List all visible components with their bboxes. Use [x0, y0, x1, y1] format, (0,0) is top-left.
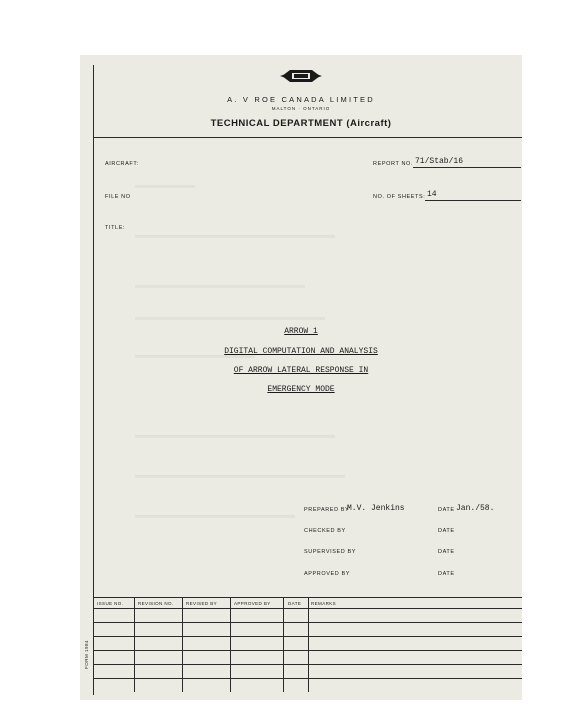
date-label: DATE [438, 507, 455, 513]
bleed-mark [135, 435, 335, 438]
bleed-mark [135, 235, 335, 238]
table-column-rule [134, 597, 135, 692]
file-no-label: FILE NO [105, 194, 131, 200]
company-name: A. V ROE CANADA LIMITED [227, 95, 375, 104]
aircraft-label: AIRCRAFT: [105, 161, 139, 167]
department-title: TECHNICAL DEPARTMENT (Aircraft) [210, 118, 392, 129]
bleed-mark [135, 475, 345, 478]
document-sheet [80, 55, 522, 700]
header-divider [93, 137, 522, 138]
title-label: TITLE: [105, 225, 126, 231]
sheets-value: 14 [427, 190, 437, 199]
bleed-mark [135, 185, 195, 188]
bleed-mark [135, 317, 325, 320]
date-value: Jan./58. [456, 504, 495, 513]
supervised-date-label: DATE [438, 549, 455, 555]
table-header-revised-by: REVISED BY [186, 601, 218, 606]
supervised-by-label: SUPERVISED BY [304, 549, 357, 555]
report-no-value: 71/Stab/16 [415, 157, 464, 166]
report-no-label: REPORT NO. [373, 161, 414, 167]
sheets-label: NO. OF SHEETS: [373, 194, 426, 200]
table-header-remarks: REMARKS [311, 601, 337, 606]
form-number: FORM 1984 [84, 639, 90, 670]
checked-by-label: CHECKED BY [304, 528, 346, 534]
report-title-line1: ARROW 1 [284, 327, 318, 336]
table-header-issue: ISSUE NO. [97, 601, 124, 606]
table-column-rule [230, 597, 231, 692]
report-title-line3: OF ARROW LATERAL RESPONSE IN [233, 366, 369, 375]
table-column-rule [283, 597, 284, 692]
report-no-underline [413, 167, 521, 168]
table-header-revision: REVISION NO. [138, 601, 174, 606]
report-title-line2: DIGITAL COMPUTATION AND ANALYSIS [224, 347, 378, 356]
table-header-approved-by: APPROVED BY [234, 601, 271, 606]
sheets-underline [425, 200, 521, 201]
avro-logo [280, 67, 322, 85]
report-title-line4: EMERGENCY MODE [267, 385, 335, 394]
bleed-mark [135, 515, 295, 518]
company-location: MALTON · ONTARIO [271, 106, 331, 111]
table-column-rule [182, 597, 183, 692]
checked-date-label: DATE [438, 528, 455, 534]
prepared-by-value: M.V. Jenkins [347, 504, 405, 513]
table-header-date: DATE [288, 601, 302, 606]
prepared-by-label: PREPARED BY [304, 507, 350, 513]
margin-line [93, 65, 94, 695]
approved-date-label: DATE [438, 571, 455, 577]
table-column-rule [308, 597, 309, 692]
approved-by-label: APPROVED BY [304, 571, 351, 577]
bleed-mark [135, 285, 305, 288]
